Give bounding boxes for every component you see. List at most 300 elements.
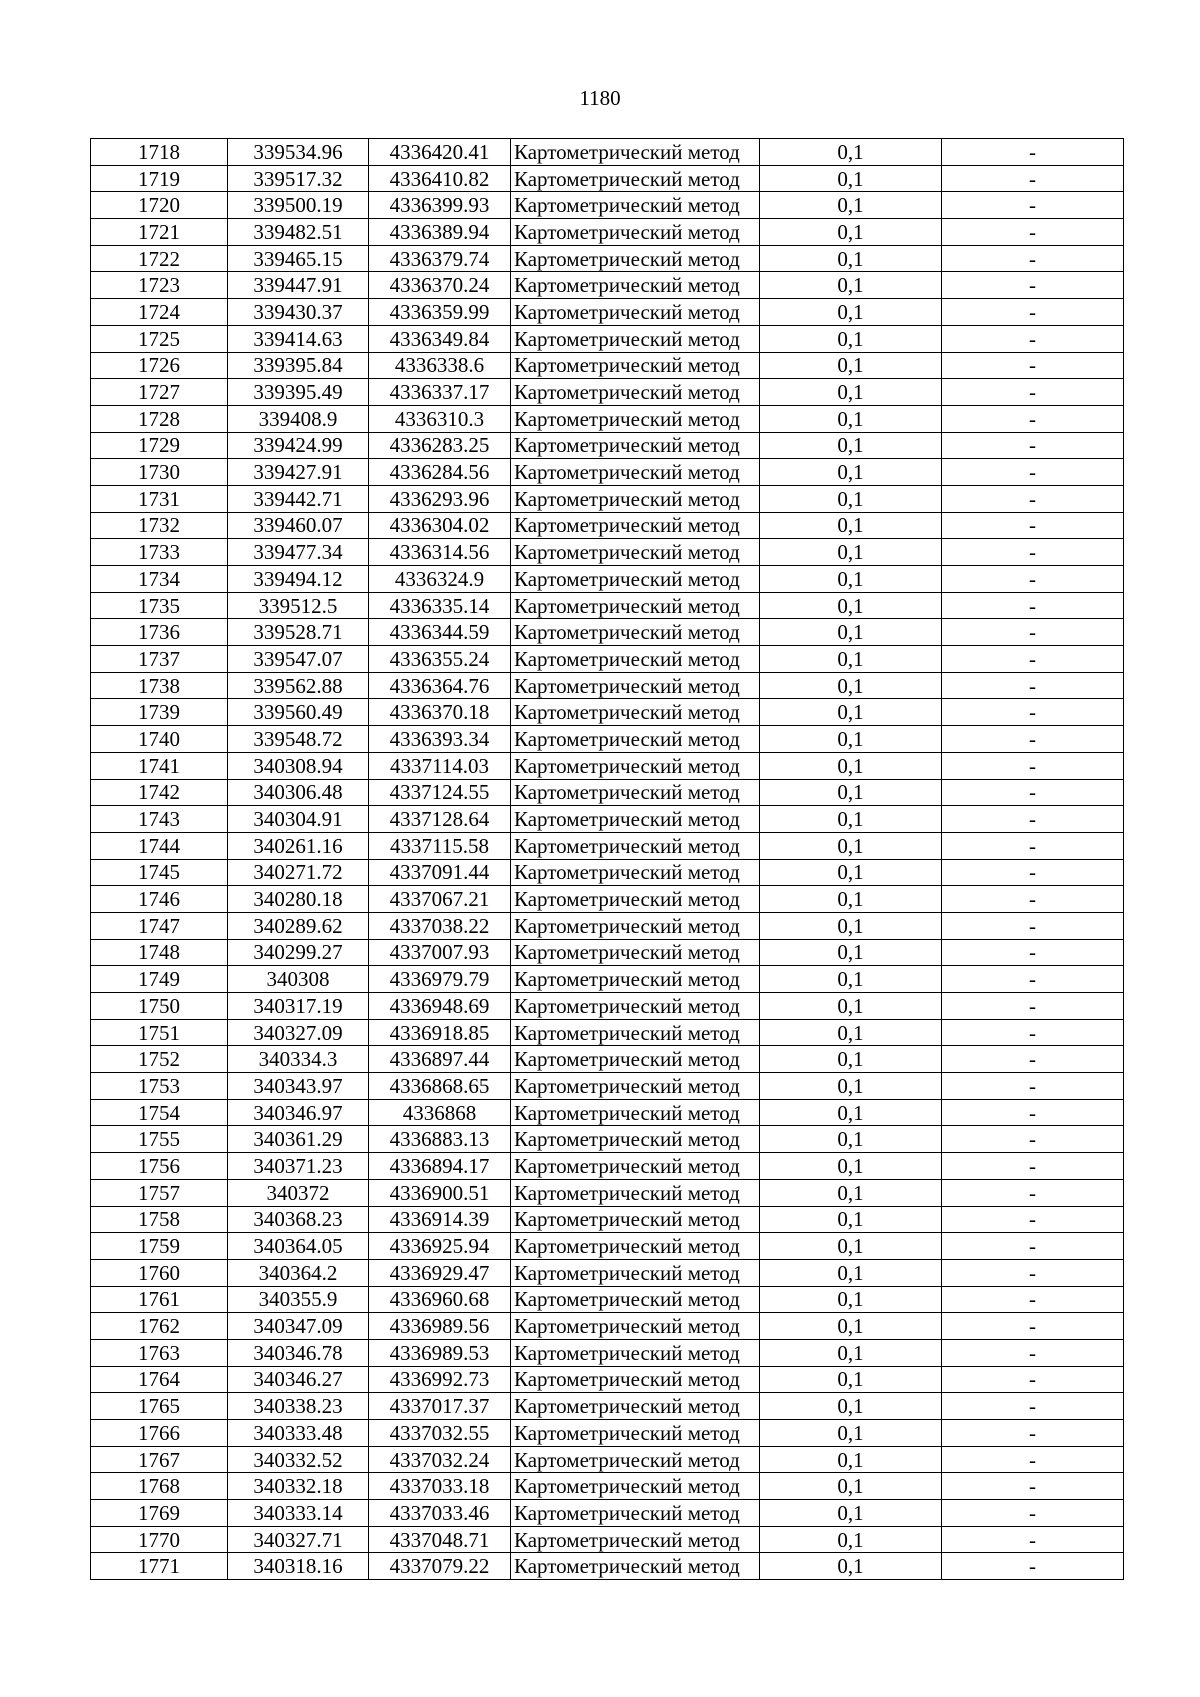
table-row	[91, 405, 1124, 432]
method-cell: Картометрический метод	[511, 1339, 760, 1366]
point-number-cell: 1763	[91, 1339, 228, 1366]
accuracy-cell: 0,1	[760, 165, 942, 192]
x-coordinate-cell: 339424.99	[228, 432, 369, 459]
accuracy-cell: 0,1	[760, 1179, 942, 1206]
table-row	[91, 1206, 1124, 1233]
y-coordinate-cell: 4336324.9	[369, 566, 511, 593]
accuracy-cell: 0,1	[760, 1420, 942, 1447]
table-row	[91, 219, 1124, 246]
point-number-cell: 1751	[91, 1019, 228, 1046]
point-number-cell: 1743	[91, 806, 228, 833]
coordinates-table-body	[91, 139, 1124, 1580]
point-number-cell: 1740	[91, 726, 228, 753]
x-coordinate-cell: 339517.32	[228, 165, 369, 192]
method-cell: Картометрический метод	[511, 912, 760, 939]
point-number-cell: 1764	[91, 1366, 228, 1393]
y-coordinate-cell: 4336304.02	[369, 512, 511, 539]
x-coordinate-cell: 340327.71	[228, 1526, 369, 1553]
table-row	[91, 993, 1124, 1020]
description-cell: -	[942, 352, 1124, 379]
method-cell: Картометрический метод	[511, 566, 760, 593]
point-number-cell: 1728	[91, 405, 228, 432]
description-cell: -	[942, 832, 1124, 859]
description-cell: -	[942, 779, 1124, 806]
table-row	[91, 752, 1124, 779]
x-coordinate-cell: 339548.72	[228, 726, 369, 753]
description-cell: -	[942, 592, 1124, 619]
description-cell: -	[942, 939, 1124, 966]
x-coordinate-cell: 340317.19	[228, 993, 369, 1020]
y-coordinate-cell: 4337048.71	[369, 1526, 511, 1553]
description-cell: -	[942, 139, 1124, 166]
description-cell: -	[942, 726, 1124, 753]
x-coordinate-cell: 339494.12	[228, 566, 369, 593]
x-coordinate-cell: 340333.48	[228, 1420, 369, 1447]
y-coordinate-cell: 4336918.85	[369, 1019, 511, 1046]
x-coordinate-cell: 340327.09	[228, 1019, 369, 1046]
y-coordinate-cell: 4336314.56	[369, 539, 511, 566]
accuracy-cell: 0,1	[760, 993, 942, 1020]
x-coordinate-cell: 339477.34	[228, 539, 369, 566]
x-coordinate-cell: 340372	[228, 1179, 369, 1206]
method-cell: Картометрический метод	[511, 405, 760, 432]
y-coordinate-cell: 4337091.44	[369, 859, 511, 886]
accuracy-cell: 0,1	[760, 672, 942, 699]
description-cell: -	[942, 432, 1124, 459]
description-cell: -	[942, 1473, 1124, 1500]
point-number-cell: 1724	[91, 299, 228, 326]
table-row	[91, 379, 1124, 406]
x-coordinate-cell: 339500.19	[228, 192, 369, 219]
x-coordinate-cell: 339482.51	[228, 219, 369, 246]
accuracy-cell: 0,1	[760, 1126, 942, 1153]
table-row	[91, 939, 1124, 966]
description-cell: -	[942, 299, 1124, 326]
method-cell: Картометрический метод	[511, 1233, 760, 1260]
accuracy-cell: 0,1	[760, 752, 942, 779]
table-row	[91, 566, 1124, 593]
x-coordinate-cell: 339512.5	[228, 592, 369, 619]
x-coordinate-cell: 340347.09	[228, 1313, 369, 1340]
table-row	[91, 539, 1124, 566]
method-cell: Картометрический метод	[511, 219, 760, 246]
method-cell: Картометрический метод	[511, 1046, 760, 1073]
point-number-cell: 1729	[91, 432, 228, 459]
accuracy-cell: 0,1	[760, 1153, 942, 1180]
y-coordinate-cell: 4336283.25	[369, 432, 511, 459]
x-coordinate-cell: 340346.78	[228, 1339, 369, 1366]
point-number-cell: 1752	[91, 1046, 228, 1073]
point-number-cell: 1726	[91, 352, 228, 379]
table-row	[91, 299, 1124, 326]
point-number-cell: 1725	[91, 325, 228, 352]
description-cell: -	[942, 672, 1124, 699]
description-cell: -	[942, 1339, 1124, 1366]
accuracy-cell: 0,1	[760, 299, 942, 326]
point-number-cell: 1732	[91, 512, 228, 539]
description-cell: -	[942, 485, 1124, 512]
table-row	[91, 646, 1124, 673]
method-cell: Картометрический метод	[511, 1553, 760, 1580]
table-row	[91, 352, 1124, 379]
accuracy-cell: 0,1	[760, 512, 942, 539]
y-coordinate-cell: 4336310.3	[369, 405, 511, 432]
method-cell: Картометрический метод	[511, 1420, 760, 1447]
method-cell: Картометрический метод	[511, 539, 760, 566]
x-coordinate-cell: 340271.72	[228, 859, 369, 886]
x-coordinate-cell: 339562.88	[228, 672, 369, 699]
x-coordinate-cell: 340334.3	[228, 1046, 369, 1073]
table-row	[91, 1526, 1124, 1553]
accuracy-cell: 0,1	[760, 272, 942, 299]
table-row	[91, 1500, 1124, 1527]
point-number-cell: 1731	[91, 485, 228, 512]
method-cell: Картометрический метод	[511, 379, 760, 406]
y-coordinate-cell: 4337124.55	[369, 779, 511, 806]
y-coordinate-cell: 4336355.24	[369, 646, 511, 673]
x-coordinate-cell: 340361.29	[228, 1126, 369, 1153]
y-coordinate-cell: 4336337.17	[369, 379, 511, 406]
accuracy-cell: 0,1	[760, 939, 942, 966]
y-coordinate-cell: 4337017.37	[369, 1393, 511, 1420]
accuracy-cell: 0,1	[760, 1233, 942, 1260]
accuracy-cell: 0,1	[760, 485, 942, 512]
point-number-cell: 1749	[91, 966, 228, 993]
point-number-cell: 1745	[91, 859, 228, 886]
description-cell: -	[942, 1126, 1124, 1153]
table-row	[91, 1019, 1124, 1046]
accuracy-cell: 0,1	[760, 832, 942, 859]
y-coordinate-cell: 4337033.18	[369, 1473, 511, 1500]
description-cell: -	[942, 619, 1124, 646]
point-number-cell: 1768	[91, 1473, 228, 1500]
method-cell: Картометрический метод	[511, 1366, 760, 1393]
y-coordinate-cell: 4336420.41	[369, 139, 511, 166]
x-coordinate-cell: 339414.63	[228, 325, 369, 352]
method-cell: Картометрический метод	[511, 1153, 760, 1180]
x-coordinate-cell: 340299.27	[228, 939, 369, 966]
method-cell: Картометрический метод	[511, 245, 760, 272]
x-coordinate-cell: 340308	[228, 966, 369, 993]
method-cell: Картометрический метод	[511, 432, 760, 459]
method-cell: Картометрический метод	[511, 1313, 760, 1340]
point-number-cell: 1748	[91, 939, 228, 966]
x-coordinate-cell: 340346.27	[228, 1366, 369, 1393]
y-coordinate-cell: 4337128.64	[369, 806, 511, 833]
method-cell: Картометрический метод	[511, 726, 760, 753]
x-coordinate-cell: 339560.49	[228, 699, 369, 726]
point-number-cell: 1721	[91, 219, 228, 246]
accuracy-cell: 0,1	[760, 966, 942, 993]
description-cell: -	[942, 272, 1124, 299]
method-cell: Картометрический метод	[511, 192, 760, 219]
point-number-cell: 1757	[91, 1179, 228, 1206]
table-row	[91, 1420, 1124, 1447]
method-cell: Картометрический метод	[511, 939, 760, 966]
description-cell: -	[942, 512, 1124, 539]
method-cell: Картометрический метод	[511, 1286, 760, 1313]
accuracy-cell: 0,1	[760, 886, 942, 913]
method-cell: Картометрический метод	[511, 139, 760, 166]
y-coordinate-cell: 4336989.56	[369, 1313, 511, 1340]
method-cell: Картометрический метод	[511, 1099, 760, 1126]
table-row	[91, 165, 1124, 192]
table-row	[91, 859, 1124, 886]
table-row	[91, 432, 1124, 459]
method-cell: Картометрический метод	[511, 672, 760, 699]
point-number-cell: 1765	[91, 1393, 228, 1420]
accuracy-cell: 0,1	[760, 1286, 942, 1313]
x-coordinate-cell: 340289.62	[228, 912, 369, 939]
point-number-cell: 1735	[91, 592, 228, 619]
y-coordinate-cell: 4337067.21	[369, 886, 511, 913]
method-cell: Картометрический метод	[511, 299, 760, 326]
description-cell: -	[942, 1393, 1124, 1420]
method-cell: Картометрический метод	[511, 1259, 760, 1286]
method-cell: Картометрический метод	[511, 512, 760, 539]
method-cell: Картометрический метод	[511, 1446, 760, 1473]
description-cell: -	[942, 912, 1124, 939]
table-row	[91, 966, 1124, 993]
description-cell: -	[942, 405, 1124, 432]
y-coordinate-cell: 4336989.53	[369, 1339, 511, 1366]
x-coordinate-cell: 340280.18	[228, 886, 369, 913]
y-coordinate-cell: 4336883.13	[369, 1126, 511, 1153]
description-cell: -	[942, 1099, 1124, 1126]
accuracy-cell: 0,1	[760, 325, 942, 352]
point-number-cell: 1762	[91, 1313, 228, 1340]
description-cell: -	[942, 1153, 1124, 1180]
table-row	[91, 1339, 1124, 1366]
accuracy-cell: 0,1	[760, 566, 942, 593]
point-number-cell: 1727	[91, 379, 228, 406]
table-row	[91, 1366, 1124, 1393]
point-number-cell: 1760	[91, 1259, 228, 1286]
method-cell: Картометрический метод	[511, 592, 760, 619]
table-row	[91, 1073, 1124, 1100]
description-cell: -	[942, 1446, 1124, 1473]
x-coordinate-cell: 339447.91	[228, 272, 369, 299]
y-coordinate-cell: 4336370.18	[369, 699, 511, 726]
table-row	[91, 1393, 1124, 1420]
point-number-cell: 1742	[91, 779, 228, 806]
method-cell: Картометрический метод	[511, 325, 760, 352]
table-row	[91, 459, 1124, 486]
accuracy-cell: 0,1	[760, 1073, 942, 1100]
point-number-cell: 1758	[91, 1206, 228, 1233]
method-cell: Картометрический метод	[511, 993, 760, 1020]
point-number-cell: 1718	[91, 139, 228, 166]
description-cell: -	[942, 325, 1124, 352]
accuracy-cell: 0,1	[760, 379, 942, 406]
description-cell: -	[942, 1500, 1124, 1527]
x-coordinate-cell: 340318.16	[228, 1553, 369, 1580]
point-number-cell: 1730	[91, 459, 228, 486]
method-cell: Картометрический метод	[511, 1073, 760, 1100]
description-cell: -	[942, 165, 1124, 192]
point-number-cell: 1746	[91, 886, 228, 913]
y-coordinate-cell: 4337032.24	[369, 1446, 511, 1473]
accuracy-cell: 0,1	[760, 1099, 942, 1126]
x-coordinate-cell: 340306.48	[228, 779, 369, 806]
accuracy-cell: 0,1	[760, 192, 942, 219]
table-row	[91, 1046, 1124, 1073]
description-cell: -	[942, 1046, 1124, 1073]
accuracy-cell: 0,1	[760, 219, 942, 246]
y-coordinate-cell: 4336393.34	[369, 726, 511, 753]
y-coordinate-cell: 4337032.55	[369, 1420, 511, 1447]
x-coordinate-cell: 340364.2	[228, 1259, 369, 1286]
table-row	[91, 325, 1124, 352]
y-coordinate-cell: 4336925.94	[369, 1233, 511, 1260]
x-coordinate-cell: 340332.18	[228, 1473, 369, 1500]
x-coordinate-cell: 340368.23	[228, 1206, 369, 1233]
y-coordinate-cell: 4337033.46	[369, 1500, 511, 1527]
description-cell: -	[942, 806, 1124, 833]
accuracy-cell: 0,1	[760, 405, 942, 432]
description-cell: -	[942, 539, 1124, 566]
y-coordinate-cell: 4336335.14	[369, 592, 511, 619]
y-coordinate-cell: 4336399.93	[369, 192, 511, 219]
method-cell: Картометрический метод	[511, 1526, 760, 1553]
accuracy-cell: 0,1	[760, 1046, 942, 1073]
accuracy-cell: 0,1	[760, 859, 942, 886]
table-row	[91, 592, 1124, 619]
accuracy-cell: 0,1	[760, 1313, 942, 1340]
point-number-cell: 1770	[91, 1526, 228, 1553]
accuracy-cell: 0,1	[760, 352, 942, 379]
method-cell: Картометрический метод	[511, 1019, 760, 1046]
x-coordinate-cell: 340346.97	[228, 1099, 369, 1126]
point-number-cell: 1734	[91, 566, 228, 593]
method-cell: Картометрический метод	[511, 352, 760, 379]
method-cell: Картометрический метод	[511, 1206, 760, 1233]
y-coordinate-cell: 4336900.51	[369, 1179, 511, 1206]
page-number: 1180	[579, 86, 621, 110]
point-number-cell: 1739	[91, 699, 228, 726]
accuracy-cell: 0,1	[760, 432, 942, 459]
method-cell: Картометрический метод	[511, 1126, 760, 1153]
x-coordinate-cell: 339427.91	[228, 459, 369, 486]
table-row	[91, 699, 1124, 726]
description-cell: -	[942, 1073, 1124, 1100]
accuracy-cell: 0,1	[760, 1526, 942, 1553]
y-coordinate-cell: 4336868	[369, 1099, 511, 1126]
y-coordinate-cell: 4336379.74	[369, 245, 511, 272]
method-cell: Картометрический метод	[511, 859, 760, 886]
y-coordinate-cell: 4336948.69	[369, 993, 511, 1020]
description-cell: -	[942, 566, 1124, 593]
table-row	[91, 1446, 1124, 1473]
point-number-cell: 1722	[91, 245, 228, 272]
method-cell: Картометрический метод	[511, 886, 760, 913]
point-number-cell: 1771	[91, 1553, 228, 1580]
coordinates-table	[90, 138, 1124, 1580]
x-coordinate-cell: 339408.9	[228, 405, 369, 432]
y-coordinate-cell: 4336929.47	[369, 1259, 511, 1286]
table-row	[91, 512, 1124, 539]
method-cell: Картометрический метод	[511, 699, 760, 726]
accuracy-cell: 0,1	[760, 1019, 942, 1046]
accuracy-cell: 0,1	[760, 1446, 942, 1473]
y-coordinate-cell: 4336979.79	[369, 966, 511, 993]
point-number-cell: 1759	[91, 1233, 228, 1260]
description-cell: -	[942, 192, 1124, 219]
table-row	[91, 1286, 1124, 1313]
accuracy-cell: 0,1	[760, 139, 942, 166]
accuracy-cell: 0,1	[760, 1259, 942, 1286]
y-coordinate-cell: 4336349.84	[369, 325, 511, 352]
table-row	[91, 1553, 1124, 1580]
table-row	[91, 619, 1124, 646]
method-cell: Картометрический метод	[511, 459, 760, 486]
x-coordinate-cell: 339465.15	[228, 245, 369, 272]
y-coordinate-cell: 4336370.24	[369, 272, 511, 299]
method-cell: Картометрический метод	[511, 1393, 760, 1420]
x-coordinate-cell: 339534.96	[228, 139, 369, 166]
description-cell: -	[942, 1019, 1124, 1046]
table-row	[91, 1179, 1124, 1206]
x-coordinate-cell: 340371.23	[228, 1153, 369, 1180]
description-cell: -	[942, 993, 1124, 1020]
y-coordinate-cell: 4336284.56	[369, 459, 511, 486]
y-coordinate-cell: 4336897.44	[369, 1046, 511, 1073]
y-coordinate-cell: 4336992.73	[369, 1366, 511, 1393]
y-coordinate-cell: 4337114.03	[369, 752, 511, 779]
description-cell: -	[942, 1206, 1124, 1233]
point-number-cell: 1737	[91, 646, 228, 673]
method-cell: Картометрический метод	[511, 832, 760, 859]
method-cell: Картометрический метод	[511, 806, 760, 833]
description-cell: -	[942, 219, 1124, 246]
y-coordinate-cell: 4336293.96	[369, 485, 511, 512]
accuracy-cell: 0,1	[760, 619, 942, 646]
y-coordinate-cell: 4336364.76	[369, 672, 511, 699]
method-cell: Картометрический метод	[511, 966, 760, 993]
point-number-cell: 1754	[91, 1099, 228, 1126]
point-number-cell: 1761	[91, 1286, 228, 1313]
description-cell: -	[942, 1286, 1124, 1313]
method-cell: Картометрический метод	[511, 779, 760, 806]
table-row	[91, 485, 1124, 512]
y-coordinate-cell: 4337007.93	[369, 939, 511, 966]
method-cell: Картометрический метод	[511, 752, 760, 779]
point-number-cell: 1755	[91, 1126, 228, 1153]
table-row	[91, 1153, 1124, 1180]
table-row	[91, 1233, 1124, 1260]
accuracy-cell: 0,1	[760, 1553, 942, 1580]
accuracy-cell: 0,1	[760, 699, 942, 726]
accuracy-cell: 0,1	[760, 245, 942, 272]
table-row	[91, 672, 1124, 699]
point-number-cell: 1769	[91, 1500, 228, 1527]
accuracy-cell: 0,1	[760, 1473, 942, 1500]
table-row	[91, 726, 1124, 753]
method-cell: Картометрический метод	[511, 272, 760, 299]
point-number-cell: 1767	[91, 1446, 228, 1473]
table-row	[91, 832, 1124, 859]
method-cell: Картометрический метод	[511, 1473, 760, 1500]
y-coordinate-cell: 4336344.59	[369, 619, 511, 646]
description-cell: -	[942, 752, 1124, 779]
method-cell: Картометрический метод	[511, 485, 760, 512]
table-row	[91, 1126, 1124, 1153]
y-coordinate-cell: 4336914.39	[369, 1206, 511, 1233]
y-coordinate-cell: 4336359.99	[369, 299, 511, 326]
accuracy-cell: 0,1	[760, 1366, 942, 1393]
y-coordinate-cell: 4336868.65	[369, 1073, 511, 1100]
table-row	[91, 806, 1124, 833]
